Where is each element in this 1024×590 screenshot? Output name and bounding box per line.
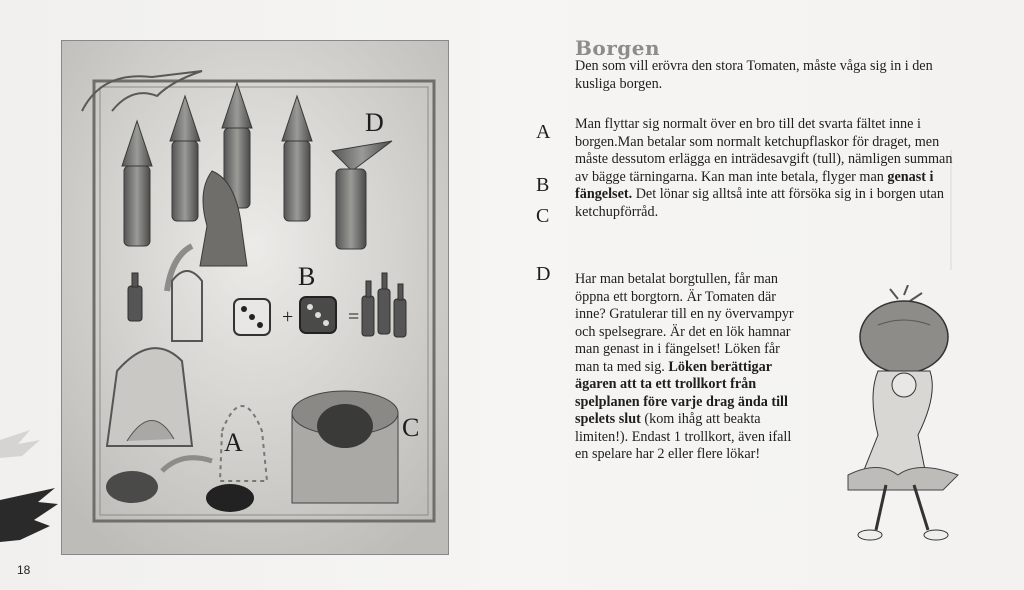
photo-label-b: B [298, 262, 316, 291]
paragraph-entry [575, 116, 960, 221]
paragraph-tower-text: Har man betalat borgtullen, får man öppna ett borgtorn. Är Tomaten där inne? Gratulerar till en ny övervampyr och spelsegrare. Är det en lök hamnar man genast in i fängelset! Löken får man ta med sig. [575, 271, 794, 375]
photo-equals: = [348, 306, 360, 328]
bat-icon [0, 430, 60, 560]
dark-field [106, 471, 158, 503]
photo-label-c: C [402, 413, 420, 442]
game-board-photo [61, 40, 449, 555]
tower-top [292, 391, 398, 503]
marker-d: D [536, 263, 551, 285]
marker-b: B [536, 174, 550, 196]
intro-text: Den som vill erövra den stora Tomaten, måste våga sig in i den kusliga borgen. [575, 58, 933, 92]
black-field [206, 484, 254, 512]
photo-plus: + [282, 306, 294, 328]
page-number: 18 [17, 563, 31, 577]
vampire-with-tomato-illustration [818, 285, 978, 550]
photo-label-d: D [365, 108, 384, 137]
paragraph-tower [575, 271, 797, 464]
marker-c: C [536, 205, 550, 227]
section-title: Borgen [575, 36, 661, 60]
intro-paragraph [575, 58, 955, 93]
paragraph-entry-bold: genast i fängelset. [575, 168, 934, 202]
paragraph-entry-text: Man flyttar sig normalt över en bro till det svarta fältet inne i borgen.Man betalar som normalt ketchupflaskor för draget, men måste dessutom erlägga en inträdesavgift (tull), nämligen summan av bägge tärningarna. Kan man inte betala, flyger man [575, 116, 953, 185]
paragraph-tower-bold: Löken berättigar ägaren att ta ett trollkort från spelplanen före varje drag ända till spelets slut [575, 358, 788, 427]
marker-a: A [536, 121, 551, 143]
photo-label-a: A [224, 428, 243, 457]
paragraph-entry-text-end: Det lönar sig alltså inte att försöka sig in i borgen utan ketchupförråd. [575, 186, 944, 220]
bleed-through [950, 150, 1022, 270]
paragraph-tower-text-end: (kom ihåg att beakta limiten!). Endast 1 trollkort, även ifall en spelare har 2 eller flere lökar! [575, 411, 792, 462]
